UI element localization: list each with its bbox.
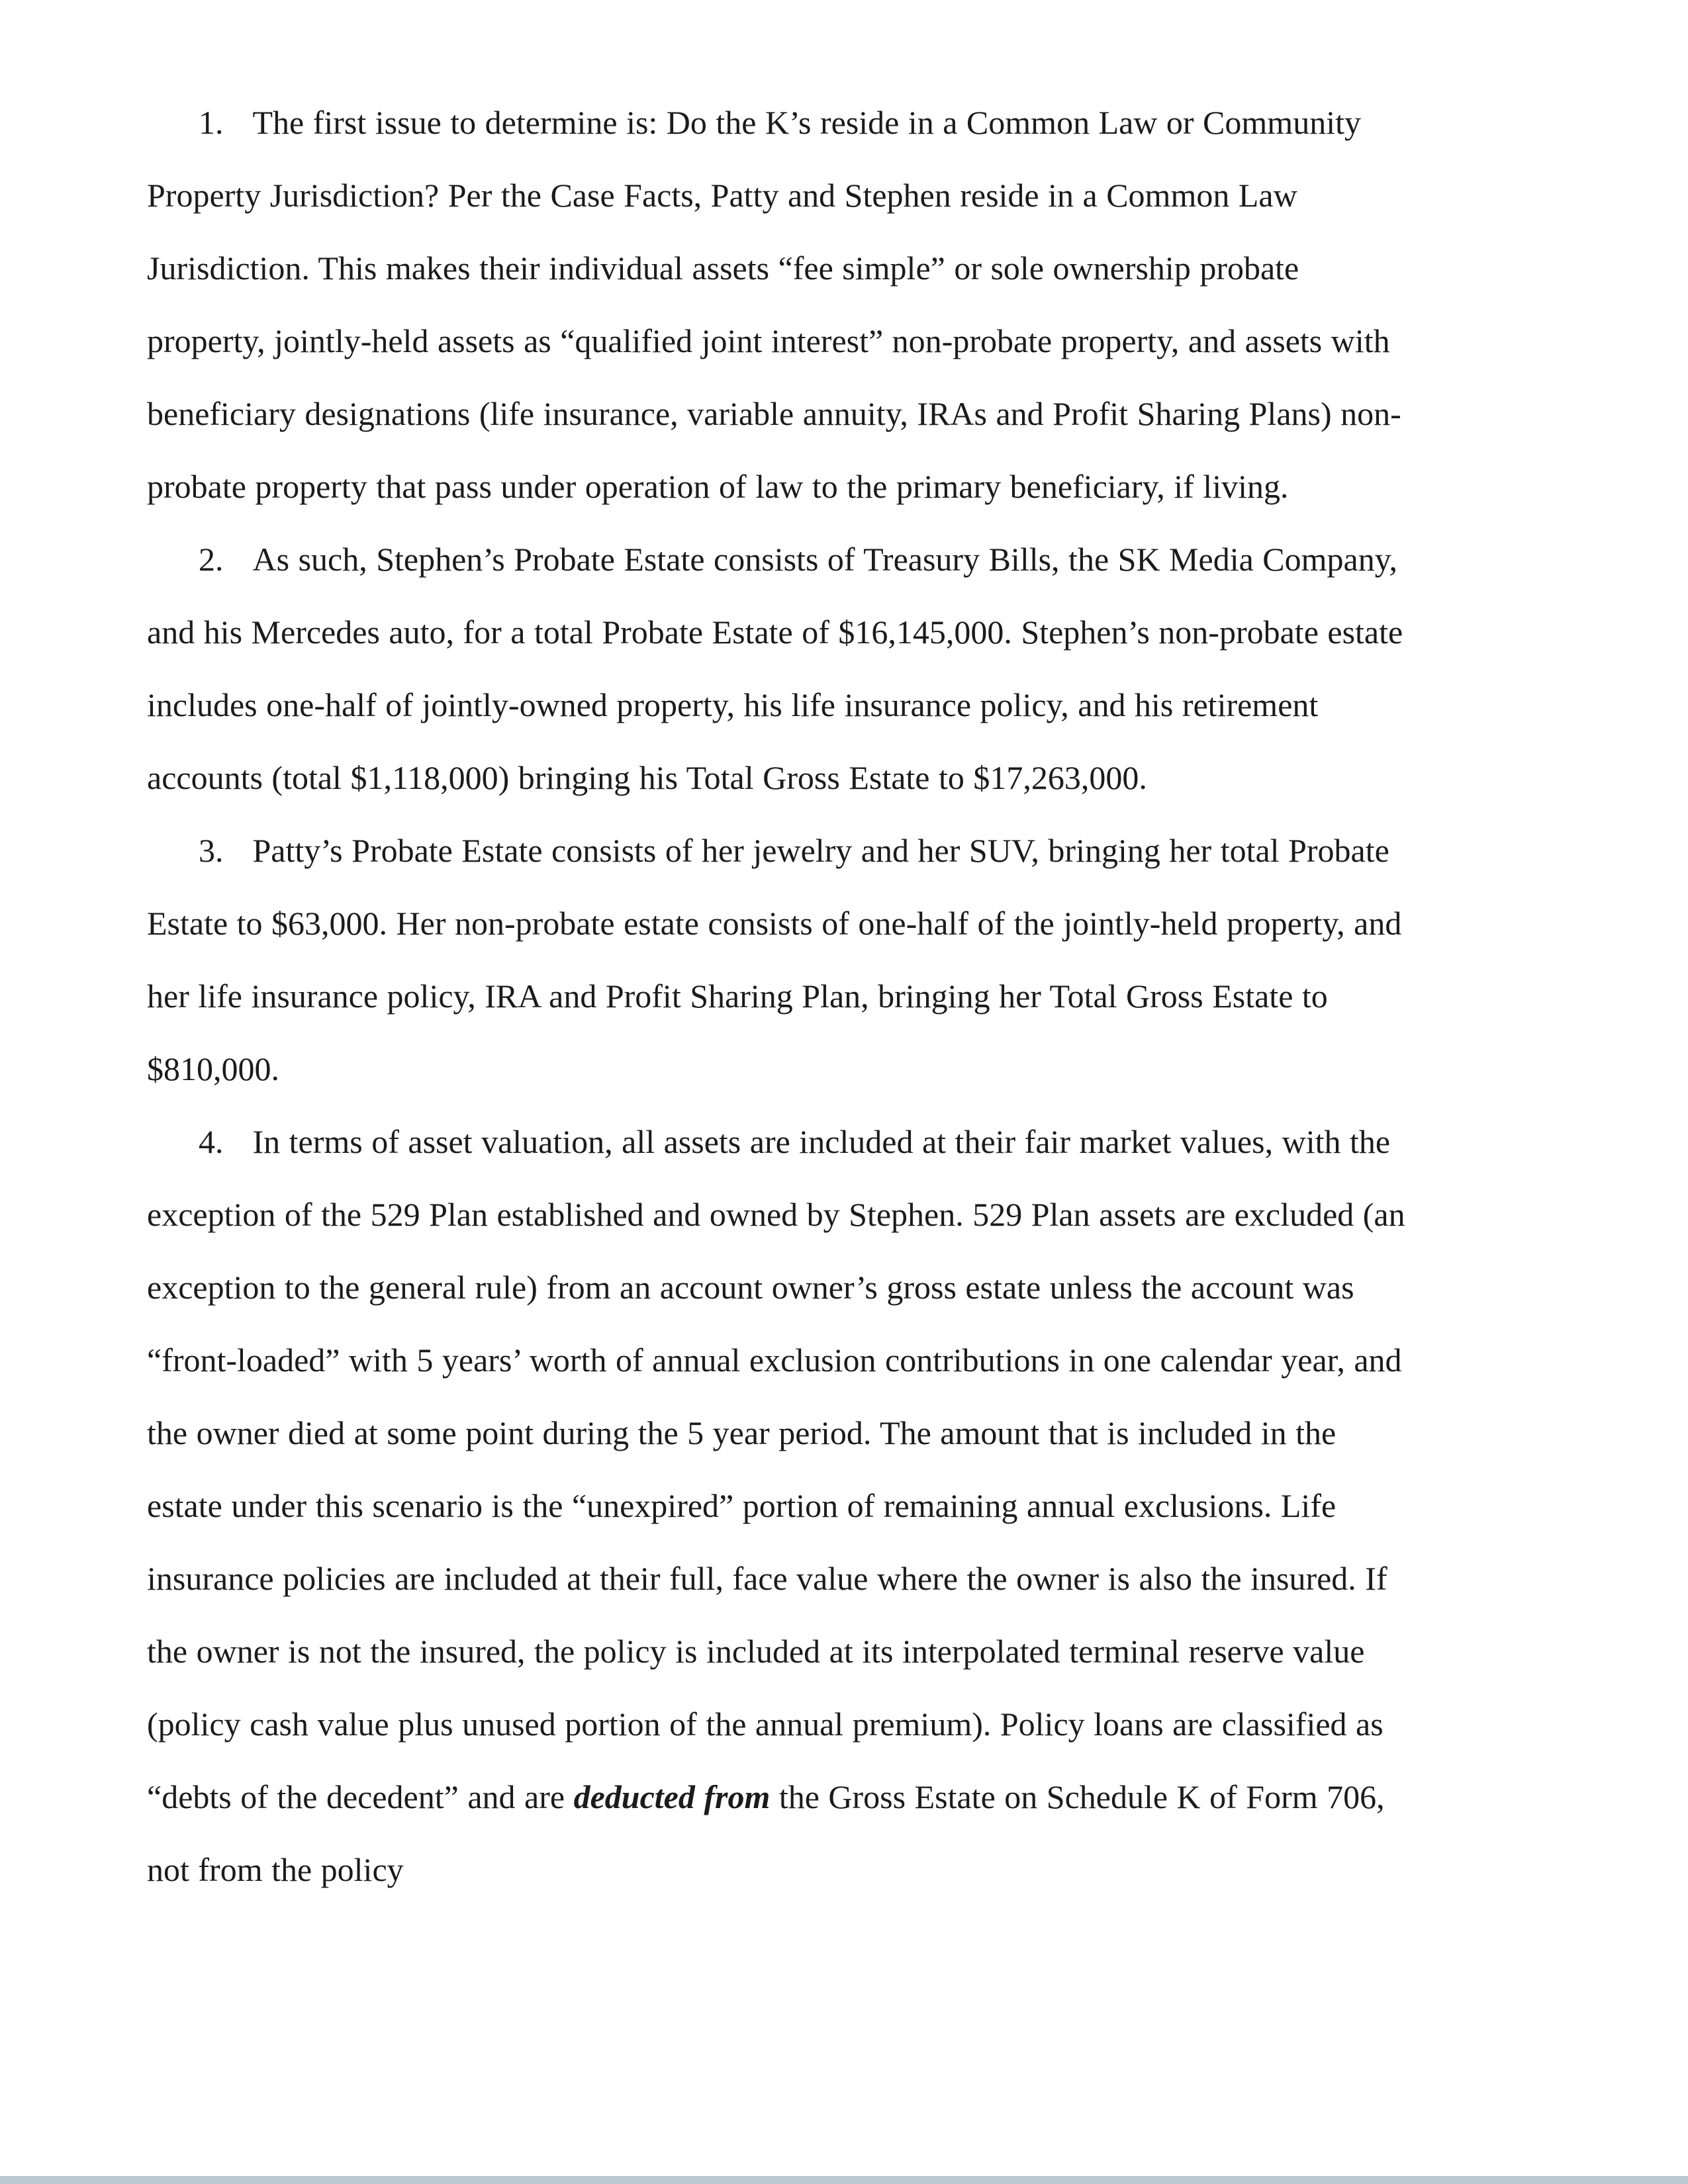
paragraph-1-text: The first issue to determine is: Do the K’s reside in a Common Law or Community Property Jurisdiction? Per the Case Facts, Patty and Stephen reside in a Common Law Jurisdiction. This makes their individual assets “fee simple” or sole ownership probate property, jointly-held assets as “qualified joint interest” non-probate property, and assets with beneficiary designations (life insurance, variable annuity, IRAs and Profit Sharing Plans) non-probate property that pass under operation of law to the primary beneficiary, if living.: [147, 104, 1401, 505]
paragraph-4-emphasis: deducted from: [573, 1778, 771, 1815]
paragraph-2-number: 2.: [199, 541, 224, 578]
paragraph-2-text: As such, Stephen’s Probate Estate consists of Treasury Bills, the SK Media Company, and his Mercedes auto, for a total Probate Estate of $16,145,000. Stephen’s non-probate estate includes one-half of jointly-owned property, his life insurance policy, and his retirement accounts (total $1,118,000) bringing his Total Gross Estate to $17,263,000.: [147, 541, 1403, 796]
page-bottom-edge: [0, 2176, 1688, 2184]
paragraph-3: [147, 814, 1408, 1105]
paragraph-4-number: 4.: [199, 1123, 224, 1160]
paragraph-4-text-after: the Gross Estate on Schedule K of Form 706, not from the policy: [147, 1778, 1385, 1888]
paragraph-4: [147, 1105, 1408, 1906]
paragraph-3-text: Patty’s Probate Estate consists of her jewelry and her SUV, bringing her total Probate Estate to $63,000. Her non-probate estate consists of one-half of the jointly-held property, and her life insurance policy, IRA and Profit Sharing Plan, bringing her Total Gross Estate to $810,000.: [147, 832, 1402, 1087]
paragraph-4-text-before: In terms of asset valuation, all assets are included at their fair market values, with the exception of the 529 Plan established and owned by Stephen. 529 Plan assets are excluded (an exception to the general rule) from an account owner’s gross estate unless the account was “front-loaded” with 5 years’ worth of annual exclusion contributions in one calendar year, and the owner died at some point during the 5 year period. The amount that is included in the estate under this scenario is the “unexpired” portion of remaining annual exclusions. Life insurance policies are included at their full, face value where the owner is also the insured. If the owner is not the insured, the policy is included at its interpolated terminal reserve value (policy cash value plus unused portion of the annual premium). Policy loans are classified as “debts of the decedent” and are: [147, 1123, 1405, 1815]
paragraph-2: [147, 523, 1408, 814]
paragraph-3-number: 3.: [199, 832, 224, 869]
paragraph-1-number: 1.: [199, 104, 224, 141]
text-block: [147, 86, 1408, 1906]
paragraph-1: [147, 86, 1408, 523]
